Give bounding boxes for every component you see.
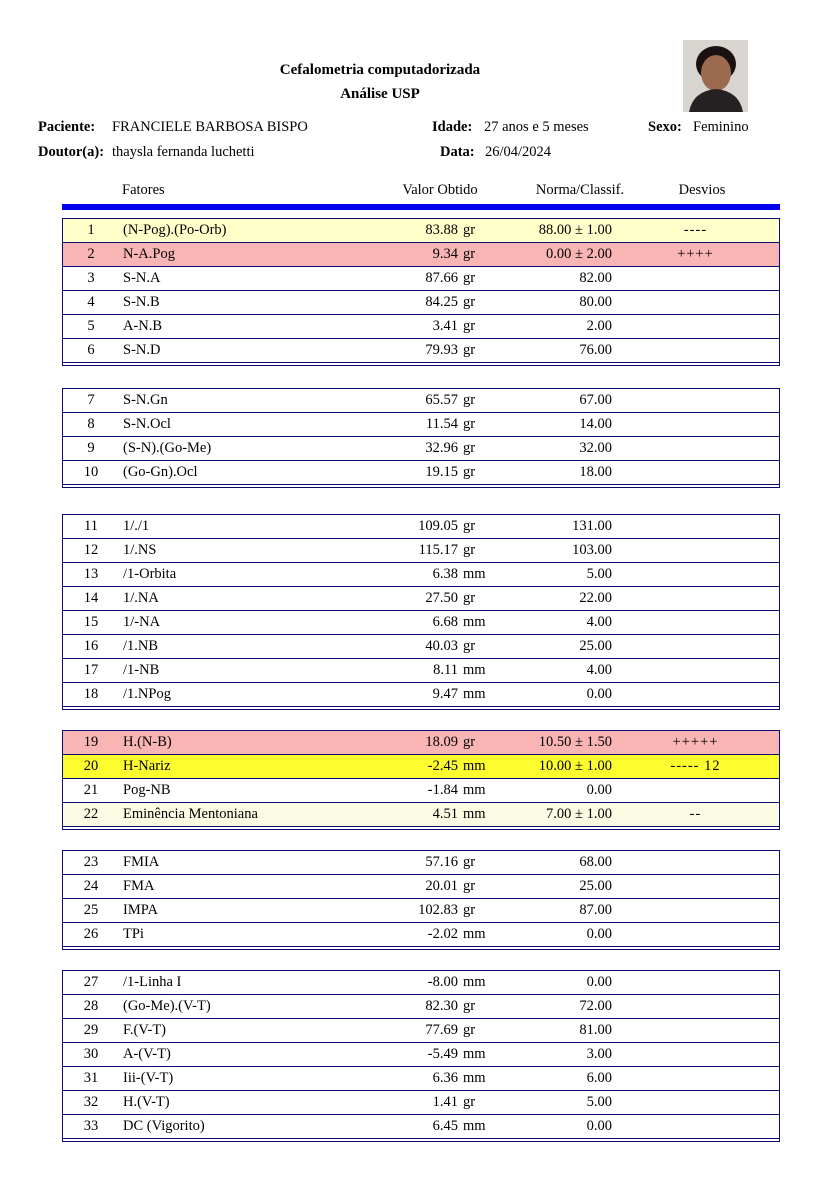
value-cell: 9.47 (432, 686, 458, 702)
deviation-cell (612, 683, 779, 706)
table-row (63, 219, 779, 243)
table-row (63, 803, 779, 827)
deviation-cell (612, 461, 779, 484)
factor-cell: 1/-NA (123, 614, 161, 630)
table-row (63, 539, 779, 563)
factor-cell: 1/.NS (123, 542, 157, 558)
unit-cell: gr (463, 464, 476, 480)
sex-label: Sexo: (648, 119, 682, 135)
norm-cell: 0.00 (586, 782, 612, 798)
value-cell: 83.88 (425, 222, 458, 238)
factor-cell: (Go-Me).(V-T) (123, 998, 211, 1014)
norm-cell: 3.00 (586, 1046, 612, 1062)
unit-cell: gr (463, 416, 476, 432)
norm-cell: 14.00 (579, 416, 612, 432)
value-cell: 27.50 (425, 590, 458, 606)
unit-cell: mm (463, 1046, 486, 1062)
deviation-cell (612, 291, 779, 314)
norm-cell: 103.00 (572, 542, 612, 558)
factor-cell: A-(V-T) (123, 1046, 171, 1062)
table-row (63, 1019, 779, 1043)
unit-cell: gr (463, 342, 476, 358)
factor-cell: (S-N).(Go-Me) (123, 440, 212, 456)
unit-cell: mm (463, 782, 486, 798)
factor-cell: /1.NPog (123, 686, 171, 702)
table-section (62, 514, 780, 710)
row-number: 27 (83, 974, 99, 990)
row-number: 19 (83, 734, 99, 750)
value-cell: 32.96 (425, 440, 458, 456)
row-number: 20 (83, 758, 99, 774)
norm-cell: 4.00 (586, 662, 612, 678)
age-label: Idade: (432, 119, 473, 135)
row-number: 31 (83, 1070, 99, 1086)
unit-cell: gr (463, 590, 476, 606)
norm-cell: 131.00 (572, 518, 612, 534)
row-number: 30 (83, 1046, 99, 1062)
factor-cell: H-Nariz (123, 758, 171, 774)
page-subtitle: Análise USP (340, 86, 420, 102)
factor-cell: DC (Vigorito) (123, 1118, 205, 1134)
deviation-cell (612, 779, 779, 802)
table-row (63, 923, 779, 947)
unit-cell: mm (463, 686, 486, 702)
value-cell: 79.93 (425, 342, 458, 358)
unit-cell: mm (463, 614, 486, 630)
deviation-cell (612, 267, 779, 290)
value-cell: 87.66 (425, 270, 458, 286)
norm-cell: 5.00 (586, 1094, 612, 1110)
unit-cell: gr (463, 440, 476, 456)
deviation-cell (612, 515, 779, 538)
deviation-cell (612, 923, 779, 946)
deviation-cell (612, 389, 779, 412)
factor-cell: F.(V-T) (123, 1022, 167, 1038)
table-row (63, 587, 779, 611)
row-number: 3 (87, 270, 95, 286)
table-row (63, 563, 779, 587)
table-row (63, 389, 779, 413)
unit-cell: gr (463, 902, 476, 918)
norm-cell: 68.00 (579, 854, 612, 870)
value-cell: 1.41 (432, 1094, 458, 1110)
unit-cell: gr (463, 638, 476, 654)
value-cell: 115.17 (418, 542, 458, 558)
factor-cell: FMA (123, 878, 155, 894)
table-row (63, 315, 779, 339)
table-row (63, 461, 779, 485)
unit-cell: gr (463, 318, 476, 334)
value-cell: -2.02 (427, 926, 458, 942)
row-number: 21 (83, 782, 99, 798)
table-row (63, 1067, 779, 1091)
value-cell: 20.01 (425, 878, 458, 894)
value-cell: 8.11 (433, 662, 458, 678)
unit-cell: gr (463, 246, 476, 262)
table-row (63, 413, 779, 437)
unit-cell: mm (463, 566, 486, 582)
table-section (62, 388, 780, 488)
norm-cell: 76.00 (579, 342, 612, 358)
table-row (63, 1115, 779, 1139)
unit-cell: gr (463, 1094, 476, 1110)
factor-cell: FMIA (123, 854, 160, 870)
row-number: 8 (87, 416, 95, 432)
row-number: 10 (83, 464, 99, 480)
unit-cell: gr (463, 734, 476, 750)
norm-cell: 25.00 (579, 878, 612, 894)
value-cell: 11.54 (425, 416, 458, 432)
patient-portrait-icon (683, 40, 748, 112)
norm-cell: 18.00 (579, 464, 612, 480)
row-number: 14 (83, 590, 99, 606)
row-number: 17 (83, 662, 99, 678)
table-row (63, 1043, 779, 1067)
factor-cell: /1-Orbita (123, 566, 177, 582)
doctor-info-row (0, 144, 840, 164)
table-row (63, 611, 779, 635)
factor-cell: A-N.B (123, 318, 163, 334)
row-number: 24 (83, 878, 99, 894)
unit-cell: mm (463, 662, 486, 678)
norm-cell: 80.00 (579, 294, 612, 310)
table-row (63, 755, 779, 779)
unit-cell: mm (463, 758, 486, 774)
row-number: 1 (87, 222, 95, 238)
unit-cell: gr (463, 270, 476, 286)
value-cell: 77.69 (425, 1022, 458, 1038)
deviation-cell (612, 339, 779, 362)
table-row (63, 1091, 779, 1115)
table-row (63, 437, 779, 461)
deviation-cell (612, 315, 779, 338)
value-cell: -2.45 (427, 758, 458, 774)
patient-name: FRANCIELE BARBOSA BISPO (112, 119, 308, 135)
unit-cell: mm (463, 806, 486, 822)
factor-cell: 1/./1 (123, 518, 150, 534)
table-row (63, 291, 779, 315)
row-number: 9 (87, 440, 95, 456)
factor-cell: (Go-Gn).Ocl (123, 464, 198, 480)
patient-photo (683, 40, 748, 112)
norm-cell: 6.00 (586, 1070, 612, 1086)
row-number: 13 (83, 566, 99, 582)
norm-cell: 32.00 (579, 440, 612, 456)
norm-cell: 22.00 (579, 590, 612, 606)
deviation-cell (612, 1043, 779, 1066)
unit-cell: mm (463, 1118, 486, 1134)
deviation-cell (612, 1115, 779, 1138)
value-cell: 40.03 (425, 638, 458, 654)
row-number: 15 (83, 614, 99, 630)
row-number: 4 (87, 294, 95, 310)
deviation-cell (612, 1067, 779, 1090)
norm-cell: 0.00 (586, 974, 612, 990)
factor-cell: (N-Pog).(Po-Orb) (123, 222, 227, 238)
row-number: 18 (83, 686, 99, 702)
value-cell: 65.57 (425, 392, 458, 408)
value-cell: 102.83 (418, 902, 458, 918)
deviation-cell (612, 1019, 779, 1042)
row-number: 23 (83, 854, 99, 870)
deviation-cell (612, 971, 779, 994)
value-cell: 109.05 (418, 518, 458, 534)
column-header-norm: Norma/Classif. (535, 182, 625, 198)
deviation-cell (612, 875, 779, 898)
sex-value: Feminino (693, 119, 749, 135)
norm-cell: 25.00 (579, 638, 612, 654)
table-row (63, 243, 779, 267)
unit-cell: gr (463, 222, 476, 238)
row-number: 7 (87, 392, 95, 408)
factor-cell: 1/.NA (123, 590, 159, 606)
value-cell: 4.51 (432, 806, 458, 822)
column-header-value: Valor Obtido (402, 182, 478, 198)
value-cell: 6.36 (432, 1070, 458, 1086)
factor-cell: Eminência Mentoniana (123, 806, 258, 822)
deviation-cell (612, 413, 779, 436)
unit-cell: gr (463, 518, 476, 534)
factor-cell: S-N.Ocl (123, 416, 171, 432)
norm-cell: 5.00 (586, 566, 612, 582)
table-section (62, 730, 780, 830)
value-cell: 6.38 (432, 566, 458, 582)
date-label: Data: (440, 144, 475, 160)
value-cell: 19.15 (425, 464, 458, 480)
value-cell: 18.09 (425, 734, 458, 750)
header-rule (62, 204, 780, 210)
row-number: 29 (83, 1022, 99, 1038)
table-section (62, 218, 780, 366)
factor-cell: IMPA (123, 902, 158, 918)
table-section (62, 970, 780, 1142)
column-header-deviations: Desvios (678, 182, 726, 198)
doctor-name: thaysla fernanda luchetti (112, 144, 255, 160)
norm-cell: 0.00 (586, 1118, 612, 1134)
factor-cell: /1-Linha I (123, 974, 182, 990)
value-cell: 57.16 (425, 854, 458, 870)
row-number: 22 (83, 806, 99, 822)
norm-cell: 0.00 ± 2.00 (546, 246, 612, 262)
table-row (63, 659, 779, 683)
value-cell: 9.34 (432, 246, 458, 262)
norm-cell: 81.00 (579, 1022, 612, 1038)
deviation-cell (612, 611, 779, 634)
factor-cell: S-N.B (123, 294, 160, 310)
unit-cell: gr (463, 392, 476, 408)
deviation-cell (612, 539, 779, 562)
unit-cell: gr (463, 294, 476, 310)
deviation-cell: +++++ (672, 734, 719, 750)
table-row (63, 779, 779, 803)
page-title: Cefalometria computadorizada (279, 62, 481, 78)
value-cell: 84.25 (425, 294, 458, 310)
norm-cell: 67.00 (579, 392, 612, 408)
unit-cell: gr (463, 998, 476, 1014)
row-number: 12 (83, 542, 99, 558)
deviation-cell (612, 587, 779, 610)
patient-info-row (0, 119, 840, 139)
value-cell: 3.41 (432, 318, 458, 334)
unit-cell: mm (463, 1070, 486, 1086)
unit-cell: gr (463, 878, 476, 894)
factor-cell: H.(V-T) (123, 1094, 170, 1110)
value-cell: -5.49 (427, 1046, 458, 1062)
factor-cell: S-N.D (123, 342, 161, 358)
column-header-factors: Fatores (122, 182, 165, 198)
deviation-cell: ---- (683, 222, 708, 238)
norm-cell: 82.00 (579, 270, 612, 286)
deviation-cell (612, 899, 779, 922)
deviation-cell (612, 659, 779, 682)
value-cell: 6.45 (432, 1118, 458, 1134)
table-row (63, 995, 779, 1019)
table-row (63, 267, 779, 291)
norm-cell: 7.00 ± 1.00 (546, 806, 612, 822)
row-number: 16 (83, 638, 99, 654)
age-value: 27 anos e 5 meses (484, 119, 589, 135)
row-number: 5 (87, 318, 95, 334)
patient-label: Paciente: (38, 119, 96, 135)
unit-cell: gr (463, 542, 476, 558)
factor-cell: TPi (123, 926, 144, 942)
factor-cell: H.(N-B) (123, 734, 172, 750)
deviation-cell: ----- 12 (670, 758, 721, 774)
table-row (63, 971, 779, 995)
norm-cell: 88.00 ± 1.00 (538, 222, 612, 238)
doctor-label: Doutor(a): (38, 144, 105, 160)
row-number: 11 (84, 518, 98, 534)
table-row (63, 339, 779, 363)
value-cell: 6.68 (432, 614, 458, 630)
row-number: 26 (83, 926, 99, 942)
norm-cell: 4.00 (586, 614, 612, 630)
row-number: 2 (87, 246, 95, 262)
table-row (63, 731, 779, 755)
table-row (63, 851, 779, 875)
row-number: 32 (83, 1094, 99, 1110)
norm-cell: 2.00 (586, 318, 612, 334)
row-number: 33 (83, 1118, 99, 1134)
unit-cell: gr (463, 854, 476, 870)
factor-cell: N-A.Pog (123, 246, 175, 262)
value-cell: -1.84 (427, 782, 458, 798)
deviation-cell: -- (689, 806, 702, 822)
table-row (63, 515, 779, 539)
deviation-cell (612, 851, 779, 874)
unit-cell: gr (463, 1022, 476, 1038)
table-row (63, 899, 779, 923)
value-cell: -8.00 (427, 974, 458, 990)
table-row (63, 635, 779, 659)
norm-cell: 0.00 (586, 926, 612, 942)
deviation-cell: ++++ (677, 246, 714, 262)
table-row (63, 875, 779, 899)
date-value: 26/04/2024 (485, 144, 552, 160)
deviation-cell (612, 563, 779, 586)
norm-cell: 10.00 ± 1.00 (538, 758, 612, 774)
factor-cell: /1-NB (123, 662, 160, 678)
factor-cell: Iii-(V-T) (123, 1070, 174, 1086)
norm-cell: 0.00 (586, 686, 612, 702)
deviation-cell (612, 635, 779, 658)
factor-cell: S-N.A (123, 270, 161, 286)
deviation-cell (612, 437, 779, 460)
deviation-cell (612, 1091, 779, 1114)
factor-cell: Pog-NB (123, 782, 171, 798)
row-number: 25 (83, 902, 99, 918)
factor-cell: /1.NB (123, 638, 159, 654)
table-section (62, 850, 780, 950)
table-row (63, 683, 779, 707)
row-number: 6 (87, 342, 95, 358)
norm-cell: 10.50 ± 1.50 (538, 734, 612, 750)
deviation-cell (612, 995, 779, 1018)
value-cell: 82.30 (425, 998, 458, 1014)
unit-cell: mm (463, 974, 486, 990)
unit-cell: mm (463, 926, 486, 942)
factor-cell: S-N.Gn (123, 392, 168, 408)
norm-cell: 87.00 (579, 902, 612, 918)
report-header (0, 62, 760, 103)
row-number: 28 (83, 998, 99, 1014)
norm-cell: 72.00 (579, 998, 612, 1014)
